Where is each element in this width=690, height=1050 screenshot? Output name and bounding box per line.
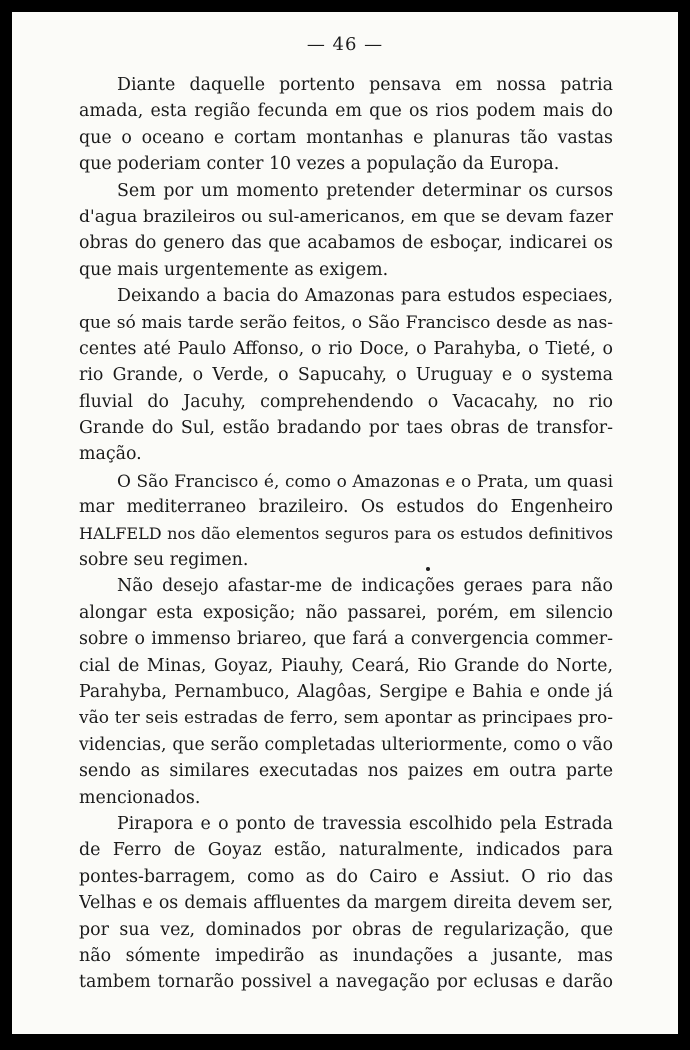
paragraph: [79, 72, 613, 178]
text-line: d'agua brazileiros ou sul-americanos, em que se devam fazer: [79, 206, 613, 227]
text-line: de Ferro de Goyaz estão, naturalmente, indicados para: [79, 840, 613, 861]
text-line: HALFELD nos dão elementos seguros para os estudos definitivos: [79, 523, 613, 543]
text-line: por sua vez, dominados por obras de regularização, que: [79, 919, 613, 940]
text-line: Não desejo afastar-me de indicações geraes para não: [117, 576, 613, 597]
text-line: Deixando a bacia do Amazonas para estudos especiaes,: [117, 286, 613, 307]
text-line: Velhas e os demais affluentes da margem direita devem ser,: [79, 893, 613, 914]
book-page: [12, 12, 678, 1034]
text-line: obras do genero das que acabamos de esboçar, indicarei os: [79, 233, 613, 254]
text-line: Parahyba, Pernambuco, Alagôas, Sergipe e Bahia e onde já: [79, 681, 613, 702]
text-line: sendo as similares executadas nos paizes em outra parte: [79, 761, 613, 782]
text-line: mação.: [79, 444, 142, 465]
text-line: alongar esta exposição; não passarei, porém, em silencio: [79, 602, 613, 623]
text-line: Grande do Sul, estão bradando por taes obras de transfor-: [79, 418, 613, 439]
page-number: — 46 —: [306, 34, 384, 55]
paragraph: [79, 178, 613, 284]
text-line: amada, esta região fecunda em que os rios podem mais do: [79, 101, 613, 122]
paragraph: [79, 283, 613, 468]
text-line: fluvial do Jacuhy, comprehendendo o Vacacahy, no rio: [79, 391, 613, 412]
text-line: mar mediterraneo brazileiro. Os estudos do Engenheiro: [79, 497, 613, 518]
text-line: pontes-barragem, como as do Cairo e Assiut. O rio das: [79, 866, 613, 887]
paragraph: [79, 573, 613, 811]
ink-speck: [426, 567, 430, 571]
text-line: sobre o immenso briareo, que fará a convergencia commer-: [79, 629, 613, 650]
text-line: que só mais tarde serão feitos, o São Francisco desde as nas-: [79, 312, 613, 333]
text-line: que mais urgentemente as exigem.: [79, 259, 389, 280]
text-line: cial de Minas, Goyaz, Piauhy, Ceará, Rio Grande do Norte,: [79, 655, 613, 676]
text-line: centes até Paulo Affonso, o rio Doce, o Parahyba, o Tieté, o: [79, 338, 613, 359]
text-line: videncias, que serão completadas ulteriormente, como o vão: [79, 734, 613, 755]
text-line: Sem por um momento pretender determinar os cursos: [117, 180, 613, 201]
text-line: tambem tornarão possivel a navegação por eclusas e darão: [79, 972, 613, 993]
text-line: que o oceano e cortam montanhas e planuras tão vastas: [79, 127, 613, 148]
text-line: O São Francisco é, como o Amazonas e o Prata, um quasi: [117, 470, 613, 491]
text-line: Pirapora e o ponto de travessia escolhido pela Estrada: [117, 813, 613, 834]
text-line: sobre seu regimen.: [79, 550, 249, 571]
text-line: rio Grande, o Verde, o Sapucahy, o Uruguay e o systema: [79, 365, 613, 386]
text-line: vão ter seis estradas de ferro, sem apontar as principaes pro-: [79, 708, 613, 729]
text-line: não sómente impedirão as inundações a jusante, mas: [79, 945, 613, 966]
text-line: mencionados.: [79, 787, 201, 808]
text-line: que poderiam conter 10 vezes a população da Europa.: [79, 154, 560, 175]
paragraph: [79, 468, 613, 574]
text-line: Diante daquelle portento pensava em nossa patria: [117, 75, 613, 95]
body-text: [79, 72, 613, 996]
paragraph: [79, 811, 613, 996]
